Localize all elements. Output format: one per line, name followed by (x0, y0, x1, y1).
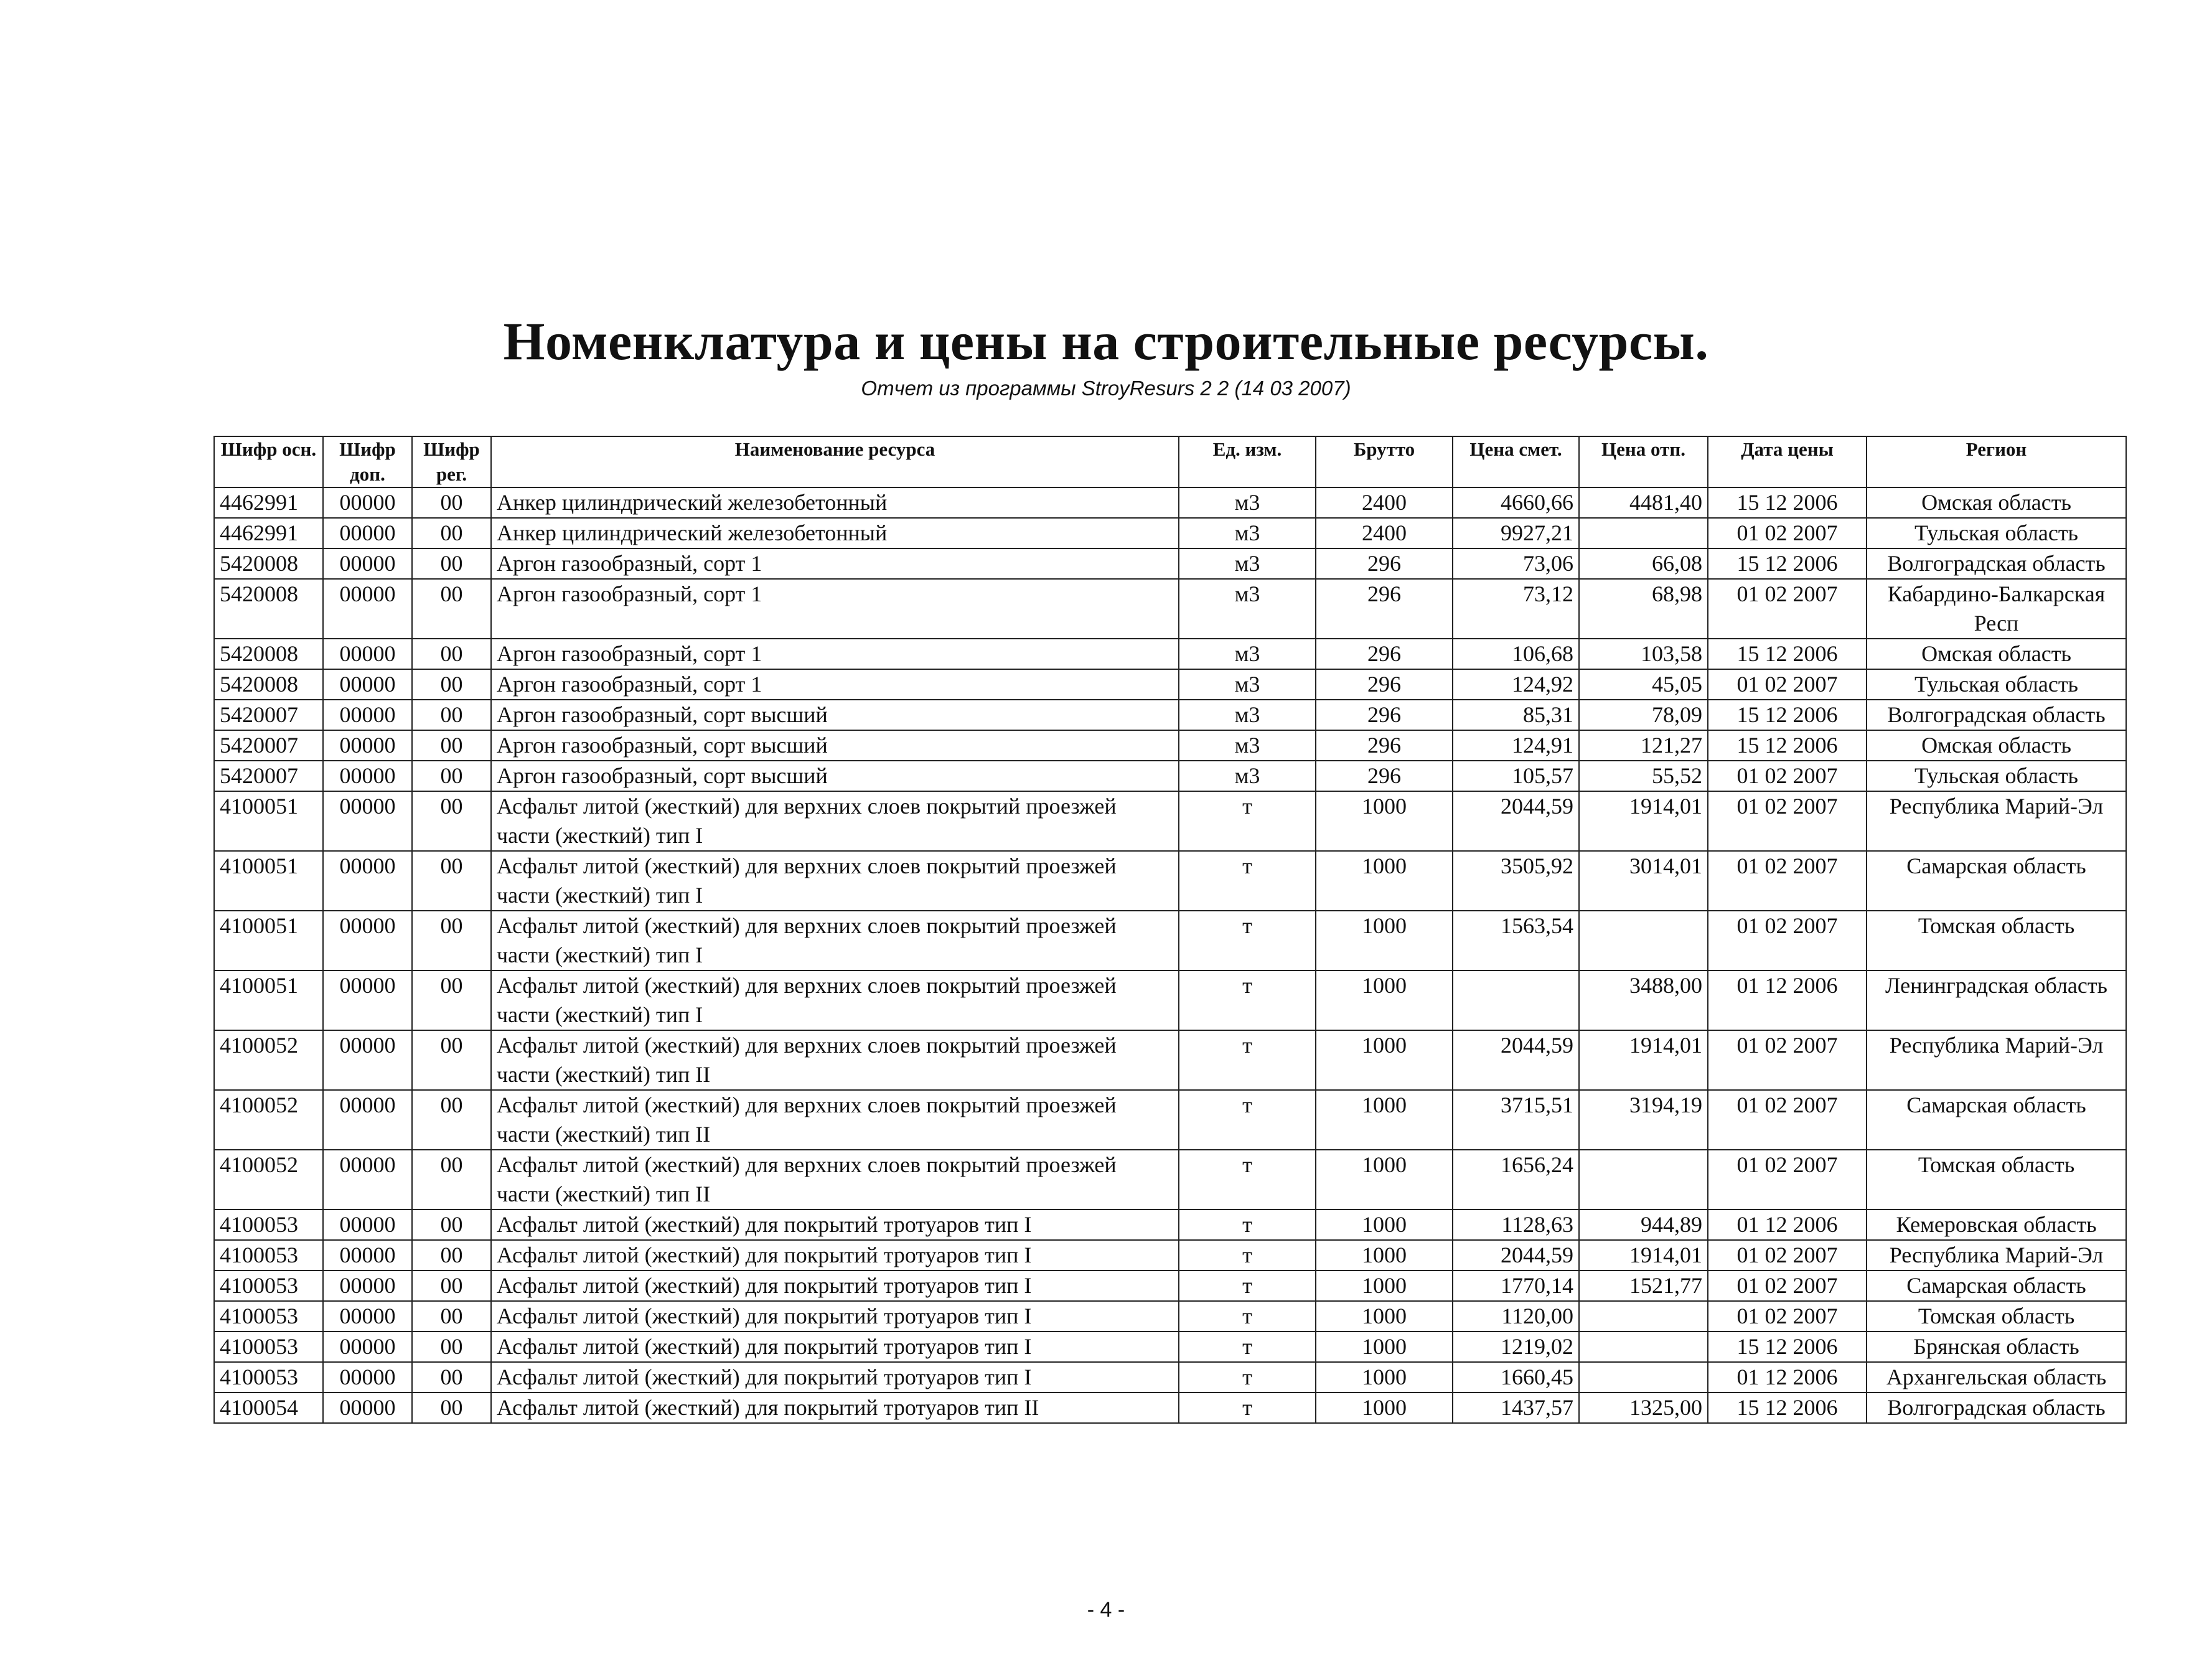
cell-unit: т (1179, 1240, 1316, 1271)
cell-sh-reg: 00 (412, 1210, 491, 1240)
cell-price-smet: 1660,45 (1453, 1362, 1579, 1393)
cell-unit: т (1179, 791, 1316, 851)
cell-price-smet: 3715,51 (1453, 1090, 1579, 1150)
cell-unit: т (1179, 1030, 1316, 1090)
cell-price-smet: 2044,59 (1453, 791, 1579, 851)
cell-price-otp: 1914,01 (1579, 1240, 1708, 1271)
cell-region: Омская область (1867, 730, 2126, 761)
cell-price-otp (1579, 911, 1708, 970)
cell-price-smet: 106,68 (1453, 639, 1579, 669)
cell-unit: т (1179, 1393, 1316, 1423)
cell-sh-reg: 00 (412, 1240, 491, 1271)
table-row (214, 1090, 2126, 1150)
cell-date: 01 02 2007 (1708, 761, 1867, 791)
cell-sh-reg: 00 (412, 1393, 491, 1423)
cell-price-otp: 3014,01 (1579, 851, 1708, 911)
cell-sh-osn: 4100051 (214, 970, 323, 1030)
cell-unit: т (1179, 911, 1316, 970)
cell-sh-osn: 4100053 (214, 1301, 323, 1332)
table-row (214, 669, 2126, 700)
cell-region: Кабардино-Балкарская Респ (1867, 579, 2126, 639)
cell-region: Самарская область (1867, 1271, 2126, 1301)
cell-region: Томская область (1867, 1301, 2126, 1332)
table-row (214, 1210, 2126, 1240)
cell-sh-dop: 00000 (323, 548, 412, 579)
cell-date: 01 12 2006 (1708, 1362, 1867, 1393)
cell-date: 01 02 2007 (1708, 518, 1867, 548)
cell-sh-osn: 4100053 (214, 1210, 323, 1240)
cell-brutto: 1000 (1316, 911, 1453, 970)
cell-region: Волгоградская область (1867, 700, 2126, 730)
cell-sh-dop: 00000 (323, 851, 412, 911)
table-row (214, 639, 2126, 669)
cell-unit: м3 (1179, 700, 1316, 730)
cell-sh-osn: 5420008 (214, 548, 323, 579)
cell-region: Томская область (1867, 1150, 2126, 1210)
cell-sh-dop: 00000 (323, 791, 412, 851)
cell-date: 01 02 2007 (1708, 1090, 1867, 1150)
cell-region: Ленинградская область (1867, 970, 2126, 1030)
table-row (214, 851, 2126, 911)
cell-sh-dop: 00000 (323, 579, 412, 639)
cell-date: 15 12 2006 (1708, 730, 1867, 761)
cell-brutto: 296 (1316, 761, 1453, 791)
cell-region: Архангельская область (1867, 1362, 2126, 1393)
cell-name: Асфальт литой (жесткий) для верхних слоев покрытий проезжей части (жесткий) тип I (491, 791, 1179, 851)
col-header-unit: Ед. изм. (1179, 436, 1316, 487)
col-header-name: Наименование ресурса (491, 436, 1179, 487)
cell-name: Асфальт литой (жесткий) для верхних слоев покрытий проезжей части (жесткий) тип II (491, 1030, 1179, 1090)
cell-sh-osn: 4100053 (214, 1362, 323, 1393)
cell-brutto: 2400 (1316, 487, 1453, 518)
table-body (214, 487, 2126, 1423)
cell-name: Аргон газообразный, сорт 1 (491, 669, 1179, 700)
cell-sh-reg: 00 (412, 1030, 491, 1090)
cell-sh-osn: 4100052 (214, 1090, 323, 1150)
cell-name: Аргон газообразный, сорт 1 (491, 639, 1179, 669)
cell-sh-reg: 00 (412, 1362, 491, 1393)
cell-sh-osn: 4100053 (214, 1332, 323, 1362)
cell-sh-dop: 00000 (323, 730, 412, 761)
cell-unit: т (1179, 1090, 1316, 1150)
cell-brutto: 1000 (1316, 1240, 1453, 1271)
cell-sh-osn: 4100051 (214, 791, 323, 851)
cell-unit: т (1179, 970, 1316, 1030)
cell-price-smet: 1219,02 (1453, 1332, 1579, 1362)
cell-sh-reg: 00 (412, 1090, 491, 1150)
cell-price-otp (1579, 1362, 1708, 1393)
cell-sh-dop: 00000 (323, 487, 412, 518)
cell-sh-dop: 00000 (323, 518, 412, 548)
cell-sh-dop: 00000 (323, 700, 412, 730)
cell-sh-reg: 00 (412, 761, 491, 791)
cell-sh-osn: 4100054 (214, 1393, 323, 1423)
cell-sh-reg: 00 (412, 1271, 491, 1301)
cell-region: Тульская область (1867, 669, 2126, 700)
cell-sh-osn: 5420008 (214, 579, 323, 639)
cell-date: 15 12 2006 (1708, 548, 1867, 579)
table-row (214, 1150, 2126, 1210)
cell-brutto: 296 (1316, 730, 1453, 761)
cell-brutto: 1000 (1316, 791, 1453, 851)
cell-region: Томская область (1867, 911, 2126, 970)
cell-sh-reg: 00 (412, 548, 491, 579)
table-row (214, 548, 2126, 579)
page-title: Номенклатура и цены на строительные ресурсы. (503, 311, 1709, 371)
cell-unit: т (1179, 1271, 1316, 1301)
cell-price-smet: 124,92 (1453, 669, 1579, 700)
cell-date: 01 02 2007 (1708, 911, 1867, 970)
cell-sh-reg: 00 (412, 518, 491, 548)
cell-date: 01 12 2006 (1708, 1210, 1867, 1240)
cell-region: Волгоградская область (1867, 548, 2126, 579)
cell-date: 01 02 2007 (1708, 579, 1867, 639)
table-row (214, 970, 2126, 1030)
cell-sh-dop: 00000 (323, 1210, 412, 1240)
cell-price-otp (1579, 1150, 1708, 1210)
cell-region: Республика Марий-Эл (1867, 1240, 2126, 1271)
cell-price-otp: 45,05 (1579, 669, 1708, 700)
header-row (214, 436, 2126, 487)
table-row (214, 518, 2126, 548)
cell-price-smet: 2044,59 (1453, 1030, 1579, 1090)
cell-brutto: 1000 (1316, 970, 1453, 1030)
cell-price-otp: 1914,01 (1579, 1030, 1708, 1090)
cell-sh-osn: 4100053 (214, 1240, 323, 1271)
cell-name: Асфальт литой (жесткий) для верхних слоев покрытий проезжей части (жесткий) тип I (491, 911, 1179, 970)
cell-sh-osn: 4462991 (214, 518, 323, 548)
cell-unit: м3 (1179, 761, 1316, 791)
cell-name: Асфальт литой (жесткий) для верхних слоев покрытий проезжей части (жесткий) тип I (491, 970, 1179, 1030)
cell-name: Асфальт литой (жесткий) для покрытий тротуаров тип I (491, 1271, 1179, 1301)
table-row (214, 1271, 2126, 1301)
cell-region: Самарская область (1867, 851, 2126, 911)
cell-price-otp: 4481,40 (1579, 487, 1708, 518)
cell-brutto: 296 (1316, 700, 1453, 730)
cell-date: 01 12 2006 (1708, 970, 1867, 1030)
cell-unit: т (1179, 851, 1316, 911)
cell-sh-dop: 00000 (323, 1030, 412, 1090)
table-row (214, 1362, 2126, 1393)
table-header (214, 436, 2126, 487)
cell-date: 01 02 2007 (1708, 1271, 1867, 1301)
cell-unit: м3 (1179, 639, 1316, 669)
cell-sh-reg: 00 (412, 791, 491, 851)
cell-region: Кемеровская область (1867, 1210, 2126, 1240)
cell-date: 01 02 2007 (1708, 1030, 1867, 1090)
cell-price-smet: 2044,59 (1453, 1240, 1579, 1271)
cell-brutto: 296 (1316, 669, 1453, 700)
cell-date: 15 12 2006 (1708, 1393, 1867, 1423)
cell-region: Омская область (1867, 487, 2126, 518)
cell-price-otp: 3194,19 (1579, 1090, 1708, 1150)
cell-sh-osn: 5420007 (214, 761, 323, 791)
cell-unit: т (1179, 1150, 1316, 1210)
cell-brutto: 1000 (1316, 1210, 1453, 1240)
cell-sh-osn: 4100051 (214, 851, 323, 911)
cell-price-smet: 85,31 (1453, 700, 1579, 730)
cell-sh-dop: 00000 (323, 911, 412, 970)
cell-region: Тульская область (1867, 518, 2126, 548)
report-subtitle: Отчет из программы StroyResurs 2 2 (14 03 2007) (861, 377, 1351, 400)
cell-sh-reg: 00 (412, 1301, 491, 1332)
cell-price-smet: 73,12 (1453, 579, 1579, 639)
table-row (214, 761, 2126, 791)
cell-brutto: 1000 (1316, 1150, 1453, 1210)
cell-unit: т (1179, 1362, 1316, 1393)
cell-region: Республика Марий-Эл (1867, 791, 2126, 851)
cell-sh-reg: 00 (412, 1332, 491, 1362)
cell-price-otp: 121,27 (1579, 730, 1708, 761)
cell-name: Асфальт литой (жесткий) для покрытий тротуаров тип I (491, 1362, 1179, 1393)
table-row (214, 730, 2126, 761)
cell-sh-reg: 00 (412, 851, 491, 911)
table-row (214, 487, 2126, 518)
cell-sh-osn: 4100051 (214, 911, 323, 970)
cell-price-smet: 3505,92 (1453, 851, 1579, 911)
cell-region: Омская область (1867, 639, 2126, 669)
cell-unit: м3 (1179, 579, 1316, 639)
cell-sh-dop: 00000 (323, 1271, 412, 1301)
cell-region: Тульская область (1867, 761, 2126, 791)
cell-sh-reg: 00 (412, 669, 491, 700)
cell-price-smet: 1437,57 (1453, 1393, 1579, 1423)
cell-sh-reg: 00 (412, 730, 491, 761)
cell-sh-dop: 00000 (323, 970, 412, 1030)
cell-sh-osn: 4462991 (214, 487, 323, 518)
cell-sh-dop: 00000 (323, 1362, 412, 1393)
cell-price-otp: 1521,77 (1579, 1271, 1708, 1301)
cell-price-otp: 944,89 (1579, 1210, 1708, 1240)
cell-price-otp (1579, 518, 1708, 548)
cell-sh-reg: 00 (412, 700, 491, 730)
cell-brutto: 296 (1316, 639, 1453, 669)
page-number: - 4 - (1087, 1598, 1125, 1622)
cell-date: 01 02 2007 (1708, 791, 1867, 851)
cell-name: Асфальт литой (жесткий) для покрытий тротуаров тип I (491, 1210, 1179, 1240)
cell-brutto: 296 (1316, 548, 1453, 579)
cell-price-otp: 103,58 (1579, 639, 1708, 669)
cell-sh-dop: 00000 (323, 669, 412, 700)
cell-brutto: 1000 (1316, 1362, 1453, 1393)
cell-price-otp: 3488,00 (1579, 970, 1708, 1030)
cell-unit: м3 (1179, 730, 1316, 761)
cell-brutto: 1000 (1316, 1393, 1453, 1423)
cell-sh-dop: 00000 (323, 1090, 412, 1150)
cell-brutto: 2400 (1316, 518, 1453, 548)
table-row (214, 1332, 2126, 1362)
cell-price-smet (1453, 970, 1579, 1030)
cell-name: Асфальт литой (жесткий) для верхних слоев покрытий проезжей части (жесткий) тип II (491, 1150, 1179, 1210)
cell-name: Аргон газообразный, сорт высший (491, 761, 1179, 791)
cell-price-smet: 1656,24 (1453, 1150, 1579, 1210)
table-row (214, 579, 2126, 639)
cell-sh-osn: 5420008 (214, 639, 323, 669)
cell-sh-osn: 4100053 (214, 1271, 323, 1301)
cell-sh-dop: 00000 (323, 639, 412, 669)
cell-sh-dop: 00000 (323, 761, 412, 791)
cell-price-otp: 55,52 (1579, 761, 1708, 791)
col-header-sh-osn: Шифр осн. (214, 436, 323, 487)
cell-price-smet: 4660,66 (1453, 487, 1579, 518)
table-row (214, 1240, 2126, 1271)
cell-brutto: 1000 (1316, 1090, 1453, 1150)
cell-price-otp (1579, 1332, 1708, 1362)
cell-sh-dop: 00000 (323, 1150, 412, 1210)
cell-price-smet: 73,06 (1453, 548, 1579, 579)
cell-sh-osn: 4100052 (214, 1150, 323, 1210)
cell-price-smet: 1770,14 (1453, 1271, 1579, 1301)
table-row (214, 1301, 2126, 1332)
cell-brutto: 1000 (1316, 1301, 1453, 1332)
cell-unit: м3 (1179, 518, 1316, 548)
cell-region: Брянская область (1867, 1332, 2126, 1362)
cell-name: Анкер цилиндрический железобетонный (491, 487, 1179, 518)
cell-price-otp: 1914,01 (1579, 791, 1708, 851)
cell-region: Волгоградская область (1867, 1393, 2126, 1423)
cell-price-otp: 68,98 (1579, 579, 1708, 639)
cell-unit: т (1179, 1301, 1316, 1332)
cell-sh-dop: 00000 (323, 1393, 412, 1423)
cell-price-otp: 66,08 (1579, 548, 1708, 579)
cell-date: 01 02 2007 (1708, 851, 1867, 911)
cell-brutto: 296 (1316, 579, 1453, 639)
cell-sh-osn: 5420007 (214, 730, 323, 761)
cell-date: 15 12 2006 (1708, 700, 1867, 730)
cell-region: Республика Марий-Эл (1867, 1030, 2126, 1090)
cell-name: Аргон газообразный, сорт 1 (491, 579, 1179, 639)
cell-name: Анкер цилиндрический железобетонный (491, 518, 1179, 548)
cell-price-otp: 1325,00 (1579, 1393, 1708, 1423)
col-header-date: Дата цены (1708, 436, 1867, 487)
cell-brutto: 1000 (1316, 1332, 1453, 1362)
col-header-region: Регион (1867, 436, 2126, 487)
cell-date: 01 02 2007 (1708, 669, 1867, 700)
cell-price-smet: 1128,63 (1453, 1210, 1579, 1240)
cell-sh-reg: 00 (412, 1150, 491, 1210)
table-row (214, 911, 2126, 970)
cell-price-smet: 105,57 (1453, 761, 1579, 791)
resources-table (213, 436, 2127, 1424)
cell-sh-osn: 5420008 (214, 669, 323, 700)
col-header-price-otp: Цена отп. (1579, 436, 1708, 487)
cell-name: Асфальт литой (жесткий) для покрытий тротуаров тип I (491, 1301, 1179, 1332)
cell-brutto: 1000 (1316, 851, 1453, 911)
cell-sh-reg: 00 (412, 639, 491, 669)
col-header-brutto: Брутто (1316, 436, 1453, 487)
cell-region: Самарская область (1867, 1090, 2126, 1150)
cell-sh-reg: 00 (412, 970, 491, 1030)
cell-date: 15 12 2006 (1708, 487, 1867, 518)
cell-date: 01 02 2007 (1708, 1301, 1867, 1332)
cell-price-smet: 1563,54 (1453, 911, 1579, 970)
cell-sh-dop: 00000 (323, 1301, 412, 1332)
cell-name: Аргон газообразный, сорт 1 (491, 548, 1179, 579)
cell-name: Аргон газообразный, сорт высший (491, 700, 1179, 730)
cell-unit: т (1179, 1332, 1316, 1362)
cell-date: 01 02 2007 (1708, 1240, 1867, 1271)
cell-sh-reg: 00 (412, 487, 491, 518)
table-row (214, 791, 2126, 851)
cell-name: Асфальт литой (жесткий) для покрытий тротуаров тип II (491, 1393, 1179, 1423)
cell-unit: т (1179, 1210, 1316, 1240)
col-header-sh-reg: Шифр рег. (412, 436, 491, 487)
cell-name: Асфальт литой (жесткий) для верхних слоев покрытий проезжей части (жесткий) тип II (491, 1090, 1179, 1150)
cell-sh-reg: 00 (412, 911, 491, 970)
cell-price-otp: 78,09 (1579, 700, 1708, 730)
table-row (214, 1393, 2126, 1423)
cell-price-smet: 1120,00 (1453, 1301, 1579, 1332)
cell-name: Аргон газообразный, сорт высший (491, 730, 1179, 761)
cell-price-smet: 9927,21 (1453, 518, 1579, 548)
cell-date: 15 12 2006 (1708, 639, 1867, 669)
col-header-sh-dop: Шифр доп. (323, 436, 412, 487)
cell-date: 01 02 2007 (1708, 1150, 1867, 1210)
cell-date: 15 12 2006 (1708, 1332, 1867, 1362)
cell-unit: м3 (1179, 548, 1316, 579)
cell-price-otp (1579, 1301, 1708, 1332)
cell-sh-osn: 5420007 (214, 700, 323, 730)
table-row (214, 1030, 2126, 1090)
col-header-price-smet: Цена смет. (1453, 436, 1579, 487)
cell-sh-reg: 00 (412, 579, 491, 639)
cell-name: Асфальт литой (жесткий) для верхних слоев покрытий проезжей части (жесткий) тип I (491, 851, 1179, 911)
cell-unit: м3 (1179, 487, 1316, 518)
table-row (214, 700, 2126, 730)
cell-brutto: 1000 (1316, 1030, 1453, 1090)
cell-price-smet: 124,91 (1453, 730, 1579, 761)
cell-sh-dop: 00000 (323, 1240, 412, 1271)
cell-name: Асфальт литой (жесткий) для покрытий тротуаров тип I (491, 1240, 1179, 1271)
cell-sh-dop: 00000 (323, 1332, 412, 1362)
cell-sh-osn: 4100052 (214, 1030, 323, 1090)
cell-unit: м3 (1179, 669, 1316, 700)
cell-name: Асфальт литой (жесткий) для покрытий тротуаров тип I (491, 1332, 1179, 1362)
cell-brutto: 1000 (1316, 1271, 1453, 1301)
